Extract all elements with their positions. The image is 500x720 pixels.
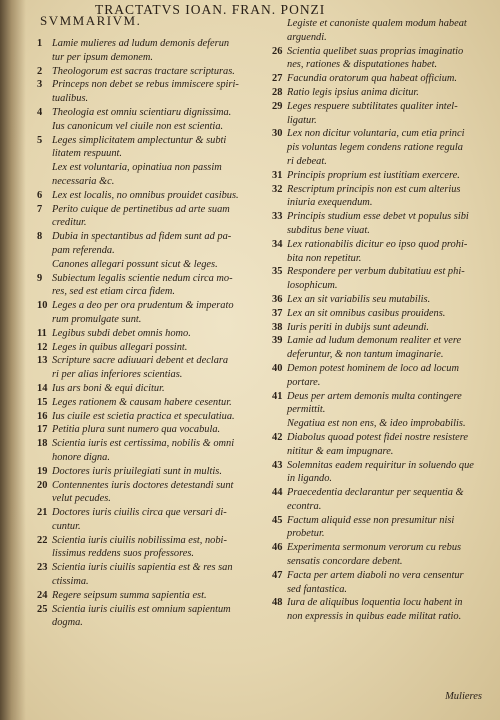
entry-number: 17 [37, 424, 48, 436]
entry-number: 11 [37, 327, 47, 339]
entry-number: 15 [37, 396, 48, 408]
entry-text-line: dogma. [52, 617, 83, 629]
entry-text-line: Subiectum legalis scientie nedum circa mo- [52, 272, 233, 284]
entry-text-line: Scientia iuris ciuilis sapientia est & res san [52, 562, 233, 574]
entry-text-line: Lex est localis, no omnibus prouidet casibus. [52, 189, 239, 201]
entry-text-line: iniuria exequendum. [287, 197, 373, 209]
entry-text-line: Experimenta sermonum verorum cu rebus [287, 542, 462, 554]
entry-text-line: Lex rationabilis dicitur eo ipso quod prohi- [287, 238, 468, 250]
entry-number: 48 [272, 597, 283, 609]
summary-entry [272, 541, 494, 569]
entry-number: 41 [272, 390, 283, 402]
entry-number: 8 [37, 231, 43, 243]
summary-entry [37, 410, 269, 424]
entry-number: 42 [272, 431, 283, 443]
summary-entry [272, 86, 494, 100]
summary-entry [37, 465, 269, 479]
summary-entry [37, 479, 269, 507]
entry-text-line: subditus bene viuat. [287, 224, 370, 236]
summary-entry [37, 341, 269, 355]
entry-text-line: Petitia plura sunt numero qua vocabula. [52, 424, 221, 436]
entry-text-line: Ius ciuile est scietia practica et speculatiua. [52, 410, 235, 422]
entry-number [272, 17, 287, 31]
entry-number: 39 [272, 335, 283, 347]
summary-entry [37, 534, 269, 562]
entry-text-line: Ratio legis ipsius anima dicitur. [287, 86, 419, 98]
entry-text-line: Iuris periti in dubijs sunt adeundi. [287, 321, 430, 333]
summary-entry [272, 72, 494, 86]
entry-number: 14 [37, 382, 48, 394]
entry-text-line: Lex est voluntaria, opinatiua non passim [52, 162, 222, 174]
entry-text-line: ligatur. [287, 114, 317, 126]
summary-entry [272, 321, 494, 335]
entry-text-line: Scientia iuris ciuilis est omnium sapientum [52, 603, 231, 615]
entry-number: 35 [272, 266, 283, 278]
entry-text-line: tualibus. [52, 93, 89, 105]
entry-number: 33 [272, 211, 283, 223]
entry-text-line: litatem respuunt. [52, 148, 123, 160]
entry-text-line: velut pecudes. [52, 493, 111, 505]
entry-number: 9 [37, 272, 43, 284]
entry-number: 28 [272, 86, 283, 98]
entry-text-line: Canones allegari possunt sicut & leges. [52, 258, 218, 270]
summary-entry [37, 272, 269, 300]
entry-number: 40 [272, 362, 283, 374]
summary-entry [37, 65, 269, 79]
entry-text-line: econtra. [287, 500, 322, 512]
entry-text-line: Praecedentia declarantur per sequentia & [287, 487, 464, 499]
entry-number: 3 [37, 79, 43, 91]
entry-text-line: Solemnitas eadem requiritur in soluendo que [287, 459, 474, 471]
entry-number: 13 [37, 355, 48, 367]
summary-entry [37, 603, 269, 631]
summary-entry [37, 423, 269, 437]
entry-number: 23 [37, 562, 48, 574]
entry-text-line: Demon potest hominem de loco ad locum [287, 362, 459, 374]
summary-entry [272, 362, 494, 390]
entry-text-line: deferuntur, & non tantum imaginarie. [287, 349, 444, 361]
entry-text-line: Deus per artem demonis multa contingere [287, 390, 462, 402]
entry-number: 6 [37, 189, 43, 201]
entry-text-line: Leges a deo per ora prudentum & imperato [52, 300, 234, 312]
summary-entry [37, 106, 269, 134]
entry-number: 18 [37, 438, 48, 450]
summary-entry [37, 189, 269, 203]
entry-text-line: Perito cuique de pertinetibus ad arte suam [52, 203, 230, 215]
entry-text-line: Lex an sit variabilis seu mutabilis. [287, 293, 431, 305]
entry-number: 44 [272, 487, 283, 499]
summary-entry [272, 17, 494, 45]
entry-number: 19 [37, 465, 48, 477]
entry-text-line: rum promulgate sunt. [52, 313, 142, 325]
summary-column-right [272, 17, 494, 624]
entry-text-line: Diabolus quoad potest fidei nostre resistere [287, 431, 468, 443]
entry-text-line: permittit. [287, 404, 326, 416]
entry-text-line: Dubia in spectantibus ad fidem sunt ad pa- [52, 231, 232, 243]
summary-column-left [37, 37, 269, 630]
entry-text-line: Princeps non debet se rebus immiscere spiri- [52, 79, 239, 91]
entry-text-line: lissimus reddens suos professores. [52, 548, 195, 560]
summary-entry [272, 459, 494, 487]
summary-entry [37, 437, 269, 465]
entry-text-line: Ius canonicum vel ciuile non est scientia. [52, 120, 224, 132]
entry-text-line: sensatis concordare debent. [287, 556, 403, 568]
entry-number: 10 [37, 300, 48, 312]
entry-number: 37 [272, 307, 283, 319]
entry-number: 27 [272, 73, 283, 85]
entry-text-line: Lamie ad ludum demonum realiter et vere [287, 335, 462, 347]
entry-text-line: Contennentes iuris doctores detestandi sunt [52, 479, 234, 491]
entry-number: 31 [272, 169, 283, 181]
entry-number: 43 [272, 459, 283, 471]
entry-text-line: Factum aliquid esse non presumitur nisi [287, 514, 455, 526]
entry-text-line: losophicum. [287, 280, 338, 292]
entry-text-line: Theologorum est sacras tractare scripturas. [52, 65, 235, 77]
entry-text-line: Leges rationem & causam habere cesentur. [52, 396, 232, 408]
entry-text-line: sed fantastica. [287, 583, 348, 595]
summary-entry [37, 396, 269, 410]
entry-text-line: portare. [287, 376, 321, 388]
entry-number: 21 [37, 507, 48, 519]
entry-number: 29 [272, 100, 283, 112]
entry-number: 34 [272, 238, 283, 250]
summary-entry [37, 203, 269, 231]
entry-text-line: Legiste et canoniste qualem modum habeat [287, 18, 467, 29]
entry-text-line: Scripture sacre adiuuari debent et declara [52, 355, 229, 367]
entry-number: 7 [37, 203, 43, 215]
summary-entry [37, 134, 269, 189]
summary-entry [272, 293, 494, 307]
entry-number: 30 [272, 128, 283, 140]
catchword: Mulieres [445, 691, 482, 702]
summary-entry [37, 327, 269, 341]
section-title: SVMMARIVM. [40, 13, 142, 28]
entry-text-line: Lex an sit omnibus casibus prouidens. [287, 307, 446, 319]
entry-text-line: in ligando. [287, 473, 333, 485]
entry-number: 12 [37, 341, 48, 353]
page-gutter-shadow [0, 0, 26, 720]
entry-number: 1 [37, 38, 43, 49]
entry-text-line: cuntur. [52, 520, 81, 532]
entry-text-line: pam referenda. [52, 244, 115, 256]
summary-entry [37, 230, 269, 271]
entry-text-line: Leges simplicitatem amplectuntur & subti [52, 134, 227, 146]
summary-entry [272, 169, 494, 183]
summary-entry [37, 506, 269, 534]
entry-number: 4 [37, 106, 43, 118]
entry-text-line: honore digna. [52, 451, 110, 463]
summary-entry [272, 431, 494, 459]
entry-text-line: Leges in quibus allegari possint. [52, 341, 188, 353]
entry-text-line: Scientia quelibet suas proprias imaginatio [287, 45, 464, 57]
summary-entry [37, 37, 269, 65]
summary-entry [272, 307, 494, 321]
entry-text-line: Principis proprium est iustitiam exercere. [287, 169, 460, 181]
summary-entry [272, 100, 494, 128]
entry-number: 24 [37, 589, 48, 601]
entry-text-line: necessaria &c. [52, 175, 115, 187]
entry-number: 20 [37, 479, 48, 491]
summary-entry [272, 238, 494, 266]
entry-text-line: creditur. [52, 217, 87, 229]
summary-entry [272, 334, 494, 362]
entry-text-line: ctissima. [52, 576, 89, 588]
entry-text-line: ri per alias inferiores scientias. [52, 369, 183, 381]
entry-number: 2 [37, 65, 43, 77]
entry-text-line: res, sed est etiam circa fidem. [52, 286, 176, 298]
entry-number: 36 [272, 293, 283, 305]
entry-text-line: Leges respuere subtilitates qualiter intel- [287, 100, 458, 112]
entry-number: 38 [272, 321, 283, 333]
entry-text-line: ri debeat. [287, 155, 327, 167]
entry-text-line: nititur & eam impugnare. [287, 445, 394, 457]
summary-entry [272, 569, 494, 597]
entry-text-line: Doctores iuris ciuilis circa que versari di- [52, 507, 227, 519]
summary-entry [272, 390, 494, 431]
running-head: TRACTATVS IOAN. FRAN. PONZI [95, 2, 326, 17]
summary-entry [272, 265, 494, 293]
summary-entry [37, 299, 269, 327]
summary-entry [272, 514, 494, 542]
summary-entry [272, 127, 494, 168]
entry-text-line: Iura de aliquibus loquentia locu habent in [287, 597, 463, 609]
entry-text-line: Ius ars boni & equi dicitur. [52, 382, 165, 394]
entry-text-line: Scientia iuris est certissima, nobilis & omni [52, 438, 235, 450]
entry-text-line: nes, rationes & disputationes habet. [287, 59, 438, 71]
entry-text-line: Facundia oratorum qua habeat officium. [287, 73, 457, 85]
summary-entry [272, 486, 494, 514]
entry-text-line: arguendi. [287, 31, 327, 43]
entry-text-line: bita non repetitur. [287, 252, 362, 264]
summary-entry [37, 354, 269, 382]
entry-number: 5 [37, 134, 43, 146]
entry-text-line: pis voluntas legem condens ratione regula [287, 142, 463, 154]
entry-number: 26 [272, 45, 283, 57]
entry-number: 47 [272, 569, 283, 581]
entry-text-line: tur per ipsum demonem. [52, 51, 154, 63]
entry-text-line: Regere seipsum summa sapientia est. [52, 589, 207, 601]
entry-text-line: Legibus subdi debet omnis homo. [52, 327, 191, 339]
entry-number: 25 [37, 603, 48, 615]
entry-text-line: Lamie mulieres ad ludum demonis deferun [52, 38, 230, 49]
entry-text-line: Rescriptum principis non est cum alterius [287, 183, 461, 195]
summary-entry [272, 210, 494, 238]
entry-number: 16 [37, 410, 48, 422]
entry-text-line: Negatiua est non ens, & ideo improbabilis. [287, 418, 466, 430]
entry-text-line: Scientia iuris ciuilis nobilissima est, nobi- [52, 534, 227, 546]
summary-entry [272, 45, 494, 73]
summary-entry [272, 183, 494, 211]
entry-text-line: Lex non dicitur voluntaria, cum etia princi [287, 128, 465, 140]
entry-number: 22 [37, 534, 48, 546]
summary-entry [37, 561, 269, 589]
summary-entry [37, 382, 269, 396]
entry-number: 32 [272, 183, 283, 195]
entry-text-line: Principis studium esse debet vt populus sibi [287, 211, 469, 223]
entry-text-line: probetur. [287, 528, 325, 540]
entry-text-line: Theologia est omniu scientiaru dignissima. [52, 106, 232, 118]
entry-text-line: Facta per artem diaboli no vera censentur [287, 569, 464, 581]
entry-text-line: Respondere per verbum dubitatiuu est phi- [287, 266, 465, 278]
summary-entry [37, 78, 269, 106]
summary-entry [272, 596, 494, 624]
entry-number: 46 [272, 542, 283, 554]
entry-number: 45 [272, 514, 283, 526]
entry-text-line: non expressis in quibus eade militat ratio. [287, 611, 462, 623]
entry-text-line: Doctores iuris priuilegiati sunt in multis. [52, 465, 222, 477]
summary-entry [37, 589, 269, 603]
